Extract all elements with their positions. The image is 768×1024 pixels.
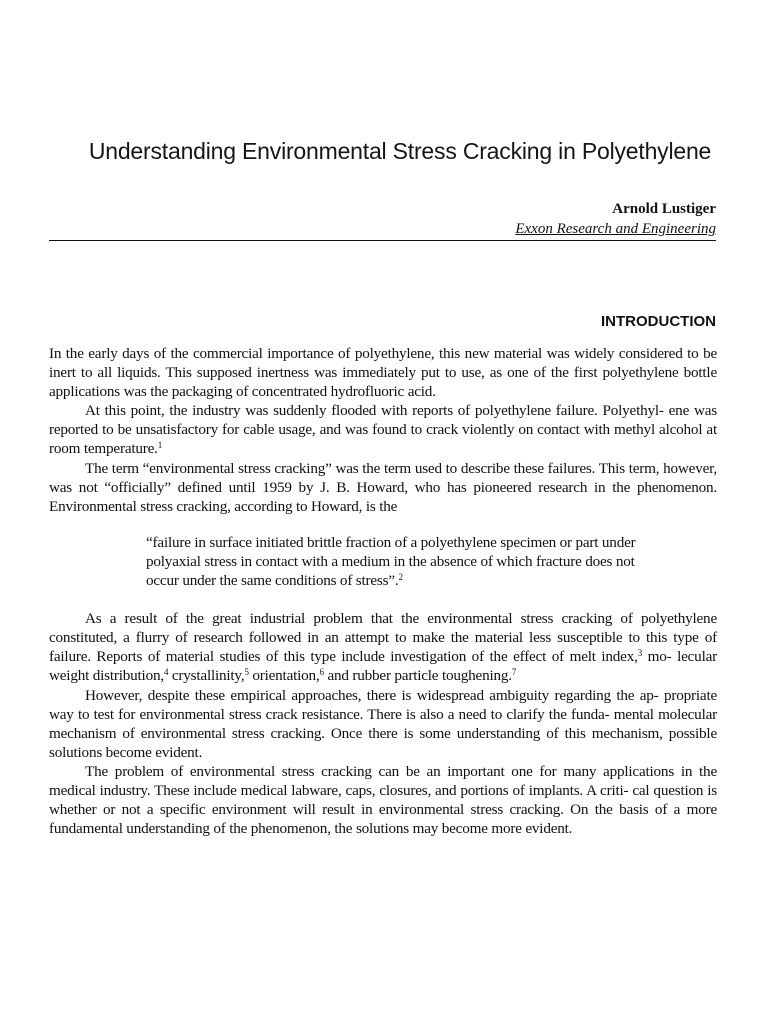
paragraph-2 bbox=[49, 401, 717, 458]
block-quote-text: “failure in surface initiated brittle fraction of a polyethylene specimen or part under polyaxial stress in contact with a medium in the absence of which fracture does not occur under the same conditions of stress”. bbox=[146, 533, 636, 590]
citation-ref: 2 bbox=[398, 572, 403, 583]
paragraph-3-text: The term “environmental stress cracking” was the term used to describe these failures. This term, however, was not “officially” defined until 1959 by J. B. Howard, who has pioneered research in the phenomenon. Environmental stress cracking, according to Howard, is the bbox=[49, 459, 717, 515]
author-name: Arnold Lustiger bbox=[612, 201, 716, 217]
citation-ref: 1 bbox=[157, 440, 163, 451]
paragraph-4 bbox=[49, 609, 717, 685]
body-text bbox=[49, 344, 717, 838]
block-quote bbox=[146, 533, 636, 590]
citation-ref: 7 bbox=[511, 667, 517, 678]
paragraph-4-text: orientation, bbox=[248, 667, 320, 685]
paragraph-5 bbox=[49, 686, 717, 762]
paragraph-1-text: In the early days of the commercial importance of polyethylene, this new material was widely considered to be inert to all liquids. This supposed inertness was immediately put to use, as one of the first polyethylene bottle applications was the packaging of concentrated hydrofluoric acid. bbox=[49, 345, 717, 401]
paragraph-6 bbox=[49, 762, 717, 838]
citation-ref: 6 bbox=[319, 667, 324, 678]
paragraph-3 bbox=[49, 459, 717, 516]
citation-ref: 4 bbox=[163, 667, 169, 678]
citation-ref: 3 bbox=[637, 648, 643, 659]
author-affiliation: Exxon Research and Engineering bbox=[515, 221, 716, 237]
paragraph-1 bbox=[49, 344, 717, 401]
paper-title: Understanding Environmental Stress Cracking in Polyethylene bbox=[88, 138, 712, 164]
paragraph-4-text: mo- lecular weight distribution, bbox=[49, 648, 717, 685]
paragraph-4-text: and rubber particle toughening. bbox=[323, 667, 512, 685]
section-heading-introduction: INTRODUCTION bbox=[601, 313, 716, 330]
paragraph-2-text: At this point, the industry was suddenly flooded with reports of polyethylene failure. Polyethyl- ene was reported to be unsatisfactory for cable usage, and was found to crack violently on contact with methyl alcohol at room temperature. bbox=[49, 402, 717, 458]
paragraph-5-text: However, despite these empirical approaches, there is widespread ambiguity regarding the ap- propriate way to test for environmental stress crack resistance. There is also a need to clarify the funda- mental molecular mechanism of environmental stress cracking. Once there is some understanding of this mechanism, possible solutions become evident. bbox=[49, 686, 717, 761]
paragraph-4-text: As a result of the great industrial problem that the environmental stress cracking of polyethylene constituted, a flurry of research followed in an attempt to make the material less susceptible to this type of failure. Reports of material studies of this type include investigation of the effect of melt index, bbox=[49, 610, 717, 666]
paragraph-6-text: The problem of environmental stress cracking can be an important one for many applications in the medical industry. These include medical labware, caps, closures, and portions of implants. A criti- cal question is whether or not a specific environment will result in environmental stress cracking. On the basis of a more fundamental understanding of the phenomenon, the solutions may become more evident. bbox=[49, 762, 717, 838]
paragraph-4-text: crystallinity, bbox=[168, 667, 245, 685]
citation-ref: 5 bbox=[244, 667, 249, 678]
header-rule bbox=[49, 240, 716, 241]
